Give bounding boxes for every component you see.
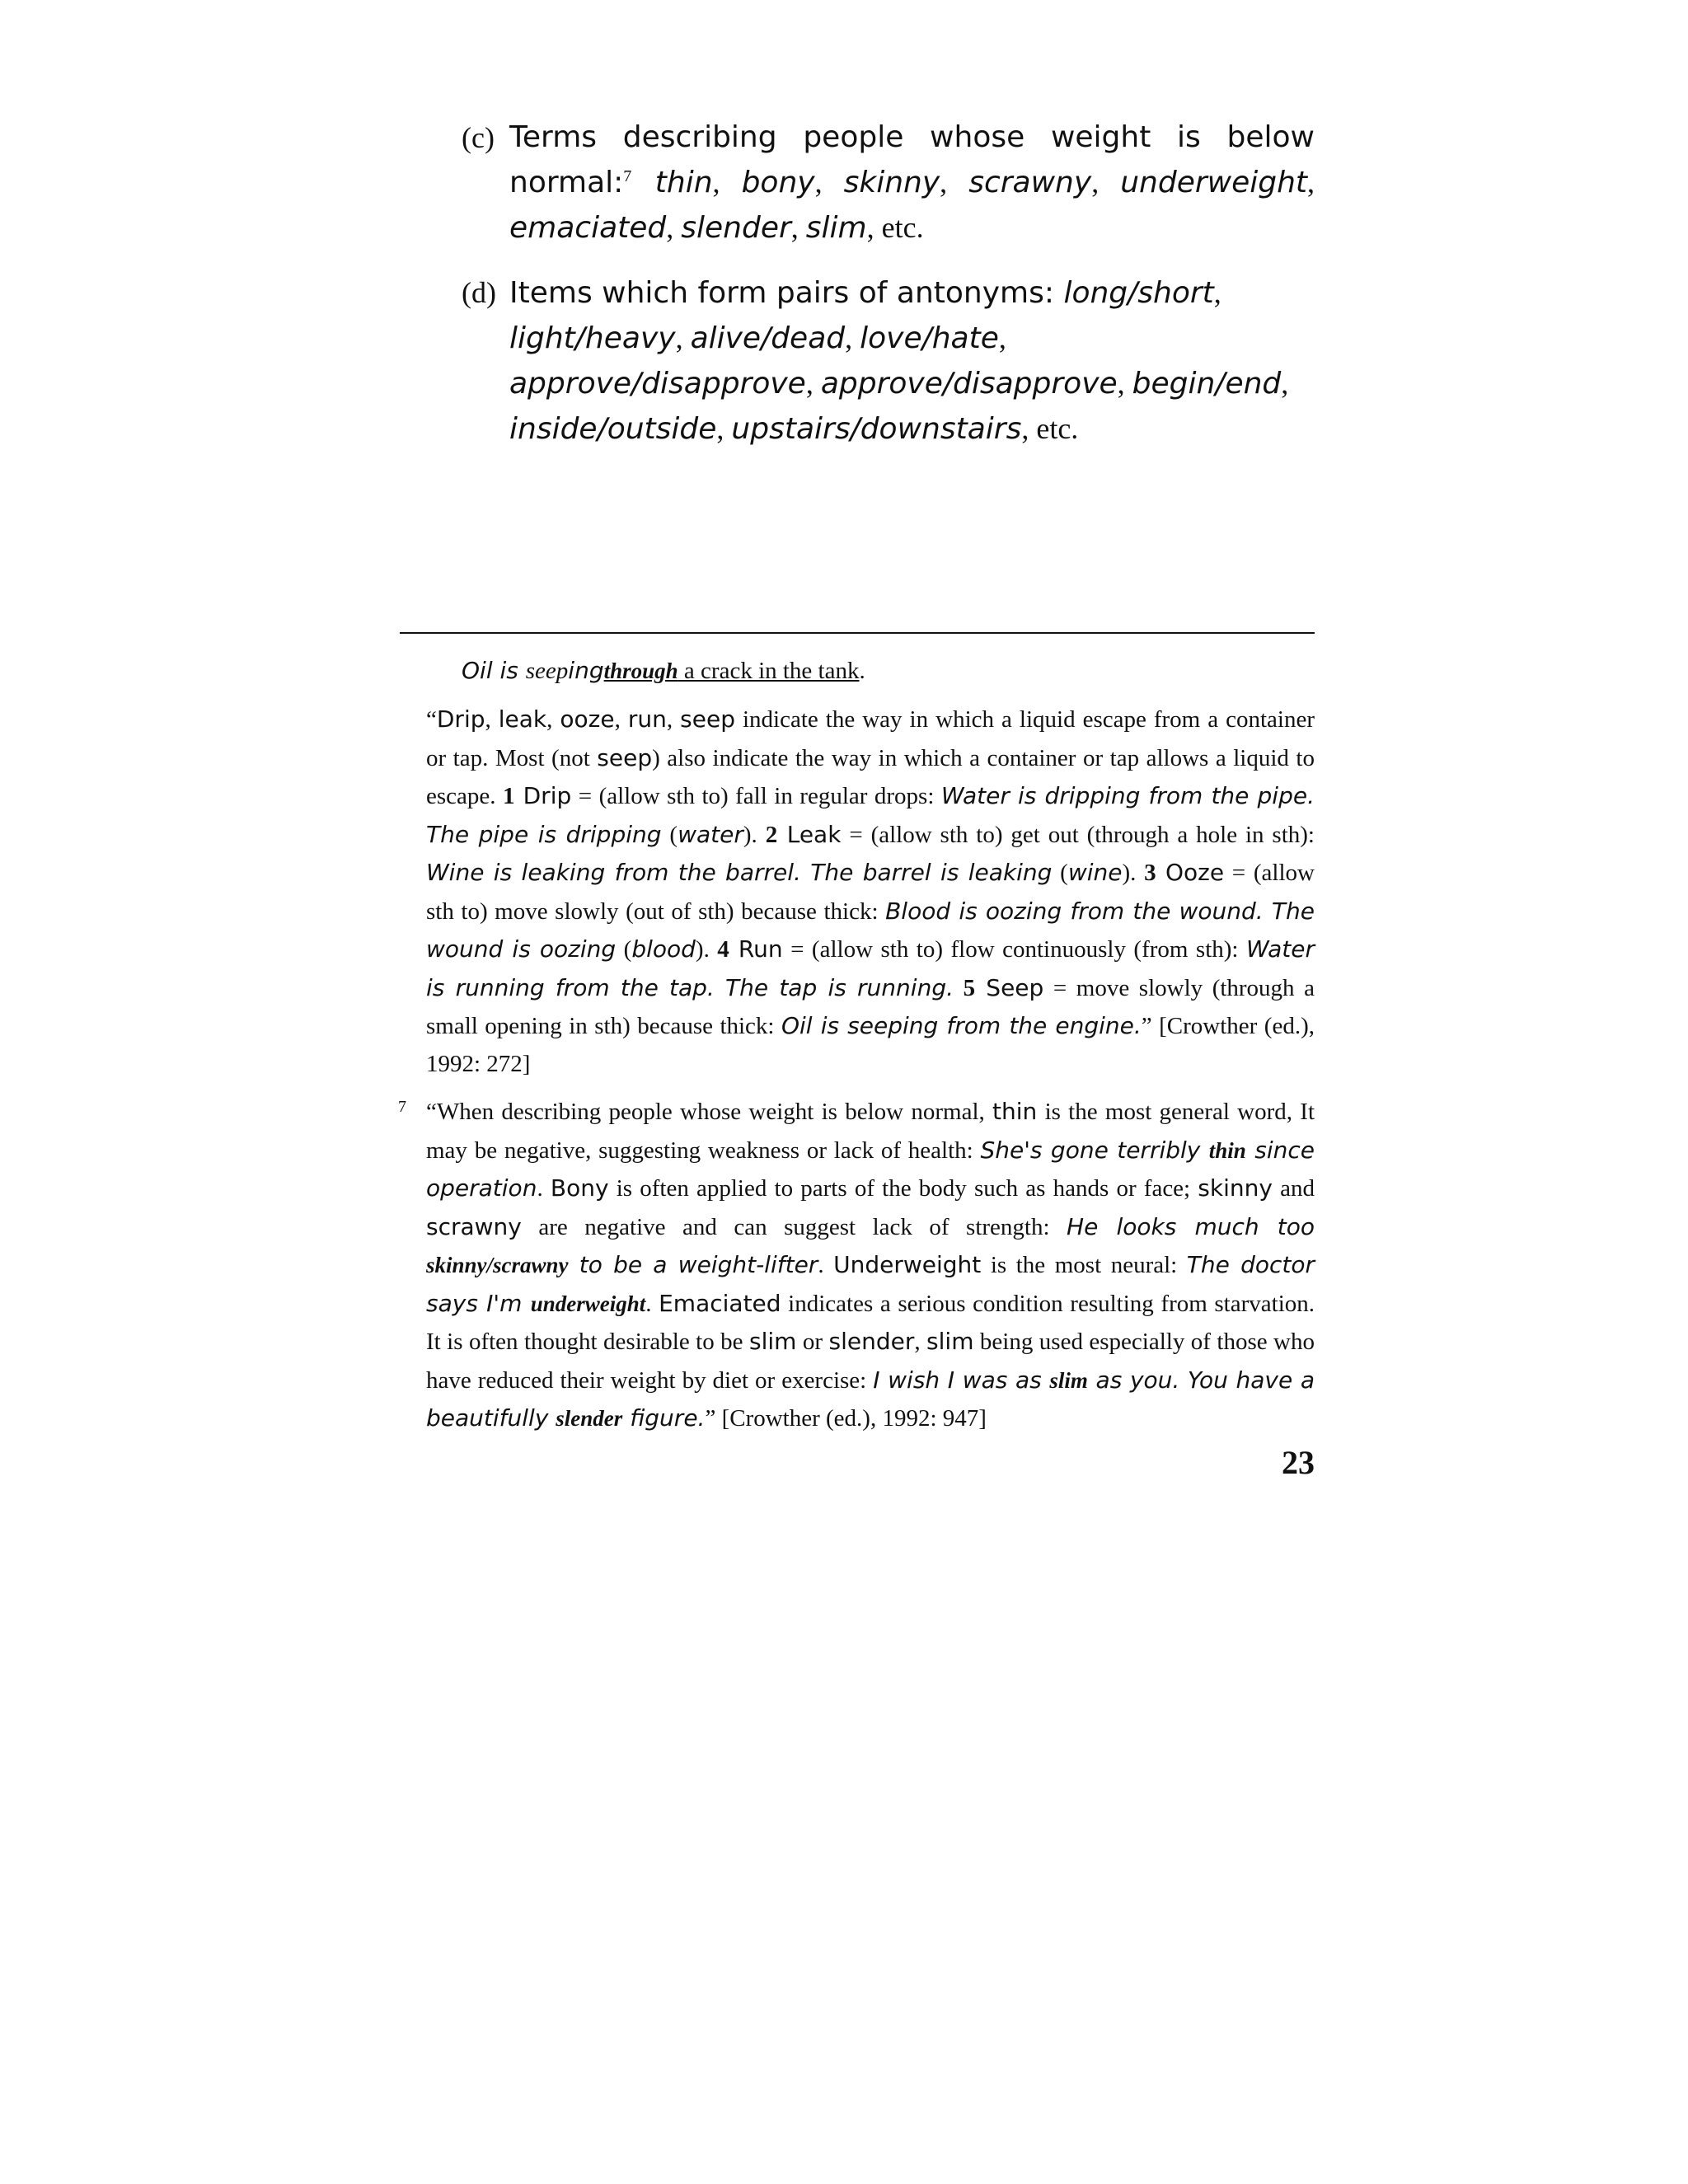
item-text xyxy=(509,115,1315,251)
body-text: = (allow sth to) move slowly (out of sth) because thick: xyxy=(426,860,1315,925)
body-text: , xyxy=(914,1329,927,1355)
term: approve/disapprove xyxy=(509,367,806,401)
example-text: slim xyxy=(1049,1367,1088,1393)
term: skinny xyxy=(843,166,940,199)
example-text: to be a weight-lifter xyxy=(568,1251,818,1278)
separator: , xyxy=(614,706,628,733)
example-text: blood xyxy=(631,935,696,963)
example-text: wine xyxy=(1067,859,1123,886)
citation: [Crowther (ed.), 1992: 272] xyxy=(426,1013,1315,1077)
body-text: is the most neural: xyxy=(981,1252,1187,1278)
footnote-number: 7 xyxy=(398,1098,406,1116)
body-text: is the most general word, It may be negative, suggesting weakness or lack of health: xyxy=(426,1099,1315,1164)
etc: , etc. xyxy=(866,211,924,244)
example-text: Water is running from the tap. The tap is running. xyxy=(426,935,1315,1001)
keyword: seep xyxy=(680,705,735,733)
space xyxy=(954,975,964,1001)
etc: , etc. xyxy=(1021,412,1079,445)
keyword: Ooze xyxy=(1156,859,1225,886)
list-item-c xyxy=(462,115,1315,251)
body-text: ) also indicate the way in which a container or tap allows a liquid to escape. xyxy=(426,744,1315,809)
punctuation: ). xyxy=(743,821,766,848)
example-text: underweight xyxy=(530,1291,646,1316)
footnote-reference: 7 xyxy=(623,167,632,185)
separator: , xyxy=(1213,276,1221,309)
example-text: water xyxy=(678,820,743,848)
body-text: indicate the way in which a liquid escape from a container or tap. Most (not xyxy=(426,706,1315,771)
term: emaciated xyxy=(509,211,667,245)
keyword: Leak xyxy=(777,820,842,848)
separator: , xyxy=(998,321,1006,354)
sense-number: 4 xyxy=(717,936,729,963)
list-item-d xyxy=(462,270,1315,452)
term: upstairs/downstairs xyxy=(731,412,1022,446)
keyword: slim xyxy=(926,1328,974,1355)
example-text: ing xyxy=(568,657,604,684)
quote-mark: “ xyxy=(426,1099,437,1125)
separator: , xyxy=(805,367,821,400)
item-text xyxy=(509,270,1315,452)
example-text: She's gone terribly xyxy=(980,1136,1209,1164)
example-text: thin xyxy=(1208,1137,1246,1163)
punctuation: ( xyxy=(1052,860,1068,886)
term: love/hate xyxy=(860,321,999,355)
sense-number: 3 xyxy=(1144,860,1156,886)
sense-number: 1 xyxy=(503,783,515,809)
term: scrawny xyxy=(968,166,1092,199)
separator: , xyxy=(666,211,682,244)
item-lead: Terms describing people whose weight is below normal: xyxy=(509,120,1315,199)
keyword: thin xyxy=(992,1098,1038,1125)
punctuation: ). xyxy=(695,936,718,963)
separator: , xyxy=(1091,166,1121,199)
example-text: . xyxy=(859,658,865,684)
example-text: Oil is seeping from the engine. xyxy=(781,1012,1142,1039)
body-text: When describing people whose weight is below normal, xyxy=(436,1099,993,1125)
term: slim xyxy=(805,211,867,245)
body-text: = (allow sth to) get out (through a hole in sth): xyxy=(841,821,1315,848)
keyword: skinny xyxy=(1198,1174,1273,1202)
keyword: Seep xyxy=(975,973,1044,1001)
example-text: Water is dripping from the pipe. The pipe is dripping xyxy=(426,782,1315,848)
keyword: leak xyxy=(498,705,547,733)
body-text: or xyxy=(796,1329,829,1355)
keyword: Drip xyxy=(436,705,485,733)
quote-mark: “ xyxy=(426,706,437,733)
example-text: skinny/scrawny xyxy=(426,1253,569,1277)
body-text: . xyxy=(645,1290,659,1317)
example-text: a crack in the tank xyxy=(678,658,860,684)
separator: , xyxy=(716,412,732,445)
example-text: Blood is oozing from the wound. The wound is oozing xyxy=(426,897,1315,963)
sense-number: 5 xyxy=(963,974,976,1001)
quote-mark: ” xyxy=(1141,1013,1152,1039)
separator: , xyxy=(666,706,681,733)
footnote-7 xyxy=(426,1093,1315,1438)
item-lead: Items which form pairs of antonyms: xyxy=(509,276,1064,310)
term: inside/outside xyxy=(509,412,717,446)
separator: , xyxy=(1307,166,1315,199)
sense-number: 2 xyxy=(765,821,778,848)
example-text: since operation xyxy=(426,1136,1315,1202)
example-underlined-word: through xyxy=(603,658,678,683)
term: approve/disapprove xyxy=(820,367,1118,401)
body-text: . xyxy=(818,1252,834,1278)
page-number: 23 xyxy=(1282,1444,1315,1481)
term: slender xyxy=(681,211,791,245)
separator: , xyxy=(845,321,860,354)
example-text: as you. You have a beautifully xyxy=(426,1366,1315,1432)
item-marker: (c) xyxy=(462,121,495,154)
example-text: He looks much too xyxy=(1067,1212,1315,1240)
footnote-quote-drip xyxy=(426,701,1315,1083)
quote-mark: ” xyxy=(705,1405,716,1432)
separator: , xyxy=(814,166,844,199)
term: light/heavy xyxy=(509,321,676,355)
keyword: slender xyxy=(828,1328,915,1355)
separator: , xyxy=(790,211,806,244)
example-text: I wish I was as xyxy=(873,1366,1050,1394)
term: thin xyxy=(654,166,713,199)
keyword: ooze xyxy=(560,705,615,733)
keyword: scrawny xyxy=(426,1212,522,1240)
keyword: Bony xyxy=(550,1174,609,1202)
body-text: are negative and can suggest lack of strength: xyxy=(521,1213,1067,1240)
separator: , xyxy=(1117,367,1132,400)
example-text: seep xyxy=(525,658,569,684)
separator: , xyxy=(940,166,969,199)
keyword: Run xyxy=(729,935,783,963)
term: alive/dead xyxy=(690,321,846,355)
example-text: Wine is leaking from the barrel. The barrel is leaking xyxy=(426,859,1053,886)
punctuation: ( xyxy=(616,936,632,963)
body-text: . xyxy=(537,1175,551,1202)
separator: , xyxy=(675,321,691,354)
example-text: figure. xyxy=(622,1404,706,1432)
keyword: Drip xyxy=(514,782,572,809)
term: bony xyxy=(741,166,815,199)
punctuation: ). xyxy=(1122,860,1145,886)
citation: [Crowther (ed.), 1992: 947] xyxy=(715,1405,987,1432)
body-text: = move slowly (through a small opening in sth) because thick: xyxy=(426,974,1315,1039)
term: long/short xyxy=(1063,276,1214,310)
body-text: and xyxy=(1272,1175,1315,1202)
term: underweight xyxy=(1120,166,1308,199)
example-text: slender xyxy=(556,1406,623,1431)
keyword: slim xyxy=(749,1328,797,1355)
separator: , xyxy=(712,166,742,199)
item-marker: (d) xyxy=(462,276,496,309)
punctuation: ( xyxy=(661,821,678,848)
keyword: run xyxy=(627,705,667,733)
footnote-divider xyxy=(400,632,1315,634)
example-text: Oil is xyxy=(462,657,526,684)
term: begin/end xyxy=(1132,367,1282,401)
footnote-example xyxy=(462,652,1315,691)
body-text: being used especially of those who have reduced their weight by diet or exercise: xyxy=(426,1329,1315,1394)
body-text: indicates a serious condition resulting from starvation. It is often thought desirable to be xyxy=(426,1290,1315,1355)
separator: , xyxy=(546,706,560,733)
body-text: = (allow sth to) flow continuously (from sth): xyxy=(782,936,1246,963)
example-text: The doctor says I'm xyxy=(426,1251,1315,1317)
keyword: Emaciated xyxy=(659,1289,781,1317)
keyword: Underweight xyxy=(833,1251,982,1278)
body-text: = (allow sth to) fall in regular drops: xyxy=(571,783,941,809)
keyword: seep xyxy=(597,743,653,771)
body-text: is often applied to parts of the body such as hands or face; xyxy=(608,1175,1198,1202)
separator: , xyxy=(485,706,499,733)
separator: , xyxy=(1281,367,1289,400)
